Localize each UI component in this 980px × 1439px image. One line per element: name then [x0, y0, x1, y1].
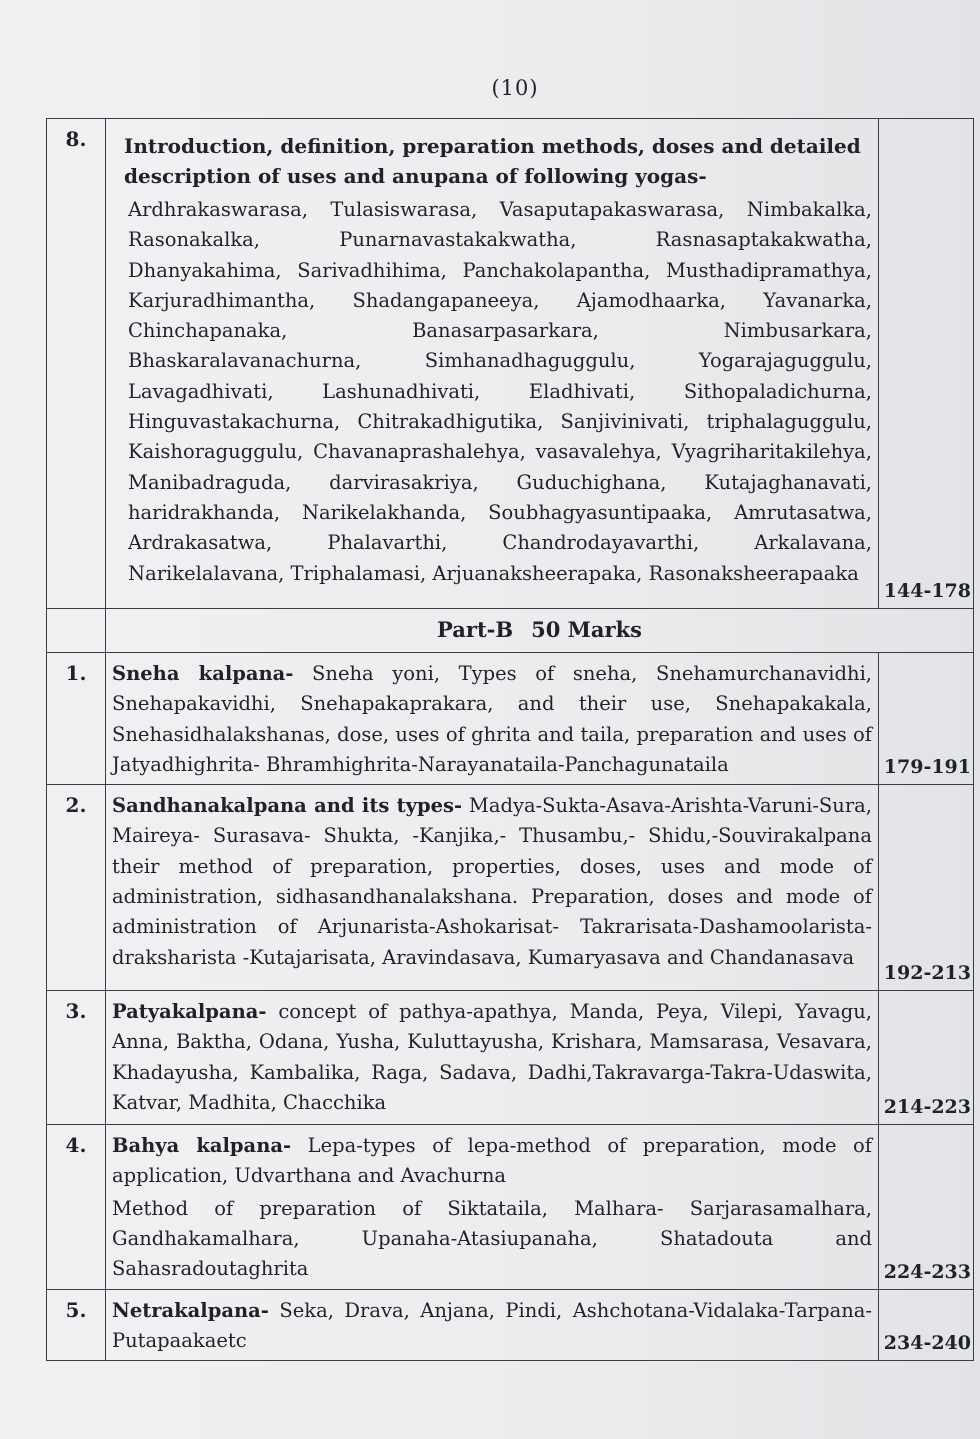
- page-range: 214-223: [879, 991, 974, 1125]
- empty-cell: [47, 609, 106, 653]
- page-range: 234-240: [879, 1289, 974, 1361]
- table-row: [47, 991, 974, 1125]
- row-lead: Patyakalpana-: [112, 1000, 267, 1024]
- table-row: [47, 1125, 974, 1289]
- row-heading: Introduction, definition, preparation methods, doses and detailed description of uses and anupana of following yogas-: [124, 134, 861, 188]
- row-text: Madya-Sukta-Asava-Arishta-Varuni-Sura, Maireya- Surasava- Shukta, -Kanjika,- Thusambu,- Shidu,-Souvirakalpana their method of preparation, properties, doses, uses and mode of administration, sidhasandhanalakshana. Preparation, doses and mode of administration of Arjunarista-Ashokarisat- Takrarisata-Dashamoolarista- draksharista -Kutajarisata, Aravindasava, Kumaryasava and Chandanasava: [112, 794, 872, 969]
- row-text-block: [112, 659, 872, 780]
- row-lead: Netrakalpana-: [112, 1298, 269, 1322]
- row-text-block: [112, 1296, 872, 1357]
- page-range: 179-191: [879, 653, 974, 785]
- part-label: Part-B: [437, 617, 514, 642]
- part-b-header-row: [47, 609, 974, 653]
- table-row: [47, 119, 974, 609]
- syllabus-table: [46, 118, 974, 1361]
- row-lead: Sandhanakalpana and its types-: [112, 794, 463, 818]
- row-text-block: [112, 791, 872, 973]
- row-number: 4.: [47, 1125, 106, 1289]
- row-content: [106, 653, 879, 785]
- page-number: (10): [491, 76, 539, 100]
- row-number: 2.: [47, 785, 106, 991]
- row-text: Seka, Drava, Anjana, Pindi, Ashchotana-Vidalaka-Tarpana-Putapaakaetc: [112, 1298, 872, 1352]
- table-row: [47, 653, 974, 785]
- page-range: 144-178: [879, 119, 974, 609]
- part-marks: 50 Marks: [531, 617, 642, 642]
- row-text: Lepa-types of lepa-method of preparation, mode of application, Udvarthana and Avachurna: [112, 1134, 872, 1188]
- page-range: 224-233: [879, 1125, 974, 1289]
- row-lead: Sneha kalpana-: [112, 662, 294, 685]
- row-content: [106, 1289, 879, 1361]
- page-range: 192-213: [879, 785, 974, 991]
- row-number: 5.: [47, 1289, 106, 1361]
- row-content: [106, 785, 879, 991]
- row-text: concept of pathya-apathya, Manda, Peya, Vilepi, Yavagu, Anna, Baktha, Odana, Yusha, Kuluttayusha, Krishara, Mamsarasa, Vesavara, Khadayusha, Kambalika, Raga, Sadava, Dadhi,Takravarga-Takra-Udaswita, Katvar, Madhita, Chacchika: [112, 1000, 872, 1115]
- row-text-block: [112, 997, 872, 1118]
- part-b-header: [106, 609, 974, 653]
- row-text-secondary: Method of preparation of Siktataila, Malhara- Sarjarasamalhara, Gandhakamalhara, Upanaha-Atasiupanaha, Shatadouta and Sahasradoutaghrita: [112, 1196, 872, 1281]
- row-lead: Bahya kalpana-: [112, 1134, 292, 1158]
- row-number: 8.: [47, 119, 106, 609]
- table-row: [47, 1289, 974, 1361]
- row-text: Ardhrakaswarasa, Tulasiswarasa, Vasaputapakaswarasa, Nimbakalka, Rasonakalka, Punarnavastakakwatha, Rasnasaptakakwatha, Dhanyakahima, Sarivadhihima, Panchakolapantha, Musthadipramathya, Karjuradhimantha, Shadangapaneeya, Ajamodhaarka, Yavanarka, Chinchapanaka, Banasarpasarkara, Nimbusarkara, Bhaskaralavanachurna, Simhanadhaguggulu, Yogarajaguggulu, Lavagadhivati, Lashunadhivati, Eladhivati, Sithopaladichurna, Hinguvastakachurna, Chitrakadhigutika, Sanjivinivati, triphalaguggulu, Kaishoraguggulu, Chavanaprashalehya, vasavalehya, Vyagriharitakilehya, Manibadraguda, darvirasakriya, Guduchighana, Kutajaghanavati, haridrakhanda, Narikelakhanda, Soubhagyasuntipaaka, Amrutasatwa, Ardrakasatwa, Phalavarthi, Chandrodayavarthi, Arkalavana, Narikelalavana, Triphalamasi, Arjuanaksheerapaka, Rasonaksheerapaaka: [128, 198, 872, 585]
- row-number: 1.: [47, 653, 106, 785]
- row-text-block: [112, 1131, 872, 1192]
- row-text: Sneha yoni, Types of sneha, Snehamurchanavidhi, Snehapakavidhi, Snehapakaprakara, and their use, Snehapakakala, Snehasidhalakshanas, dose, uses of ghrita and taila, preparation and uses of Jatyadhighrita- Bhramhighrita-Narayanataila-Panchagunataila: [112, 662, 873, 776]
- row-number: 3.: [47, 991, 106, 1125]
- row-content: [106, 1125, 879, 1289]
- row-content: [106, 119, 879, 609]
- row-content: [106, 991, 879, 1125]
- table-row: [47, 785, 974, 991]
